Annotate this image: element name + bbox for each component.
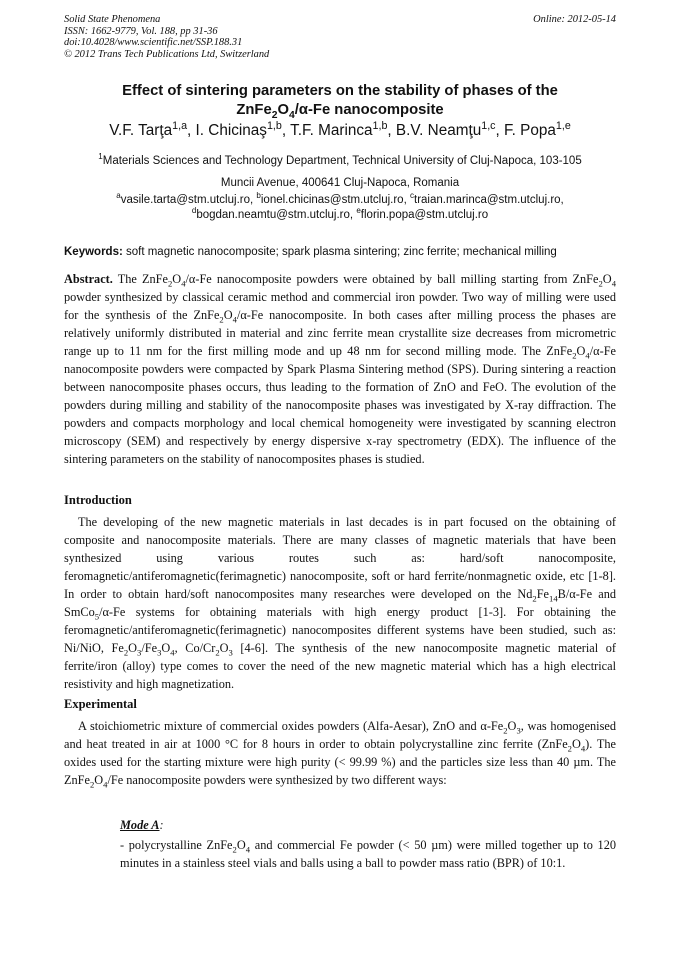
abstract: Abstract. The $ZnFe_2O_4/\alpha-Fe$ nanocomposite powders were obtained by ball milling starting from $ZnFe_2O_4$ powder synthesized by classical ceramic method and commercial iron powder. Two way of milling were used for the synthesis of the $ZnFe_2O_4/\alpha-Fe$ nanocomposite. In both cases after milling process the phases are relatively uniformly distributed in material and zinc ferrite mean crystallite size decreases from micrometric range up to 11 nm for the first milling mode and up 48 nm for second milling mode. The $ZnFe_2O_4/\alpha-Fe$ nanocomposite powders were compacted by Spark Plasma Sintering method (SPS). During sintering a reaction between nanocomposite phases occurs, thus leading to the formation of ZnO and FeO. The evolution of the powders during milling and stability of the nanocomposite phases was investigated by X-ray diffraction. The powders and compacts morphology and local chemical homogeneity were investigated by scanning electron microscopy (SEM) and respectively by energy dispersive x-ray spectrometry (EDX). The influence of the sintering parameters on the stability of nanocomposites phases is studied. [64,272,616,466]
email-link[interactable]: bogdan.neamtu@stm.utcluj.ro, [196,208,354,221]
email-link[interactable]: florin.popa@stm.utcluj.ro [360,208,489,221]
affiliation-line-2: Muncii Avenue, 400641 Cluj-Napoca, Romania [220,177,460,189]
mode-a-title: Mode A: [120,818,164,832]
abstract-label: Abstract. [64,272,113,286]
introduction-paragraph: The developing of the new magnetic materials in last decades is in part focused on the obtaining of composite and nanocomposite materials. There are many classes of magnetic materials that have been synthesized using various routes such as: hard/soft nanocomposite, feromagnetic/antiferomagnetic(ferimagnetic) nanocomposite, soft or hard ferrite/nonmagnetic oxide, etc [1-8]. In order to obtain hard/soft nanocomposites many researches were developed on the $Nd_2Fe_{14}B/\alpha-Fe$ and SmCo$_5$/α-Fe systems for obtaining materials with high energy product [1-3]. For obtaining the feromagnetic/antiferomagnetic(ferimagnetic) nanocomposites different systems have been studied, such as: Ni/NiO, $Fe_2O_3/Fe_3O_4$, $Co/Cr_2O_3$ [4-6]. The synthesis of the new nanocomposite magnetic material of ferrite/iron (alloy) type comes to cover the need of the new magnetic material which has a high electrical resistivity and high magnetization. [64,515,616,691]
paper-title [64,82,616,119]
author: T.F. Marinca$^{1,b}$ [290,119,388,139]
experimental-paragraph: A stoichiometric mixture of commercial oxides powders (Alfa-Aesar), ZnO and $\alpha-Fe_2O_3$, was homogenised and heat treated in air at 1000 °C for 8 hours in order to obtain polycrystalline zinc ferrite $(ZnFe_2O_4)$. The oxides used for the starting mixture were high purity (< 99.99 %) and the particles size less than 40 µm. The $ZnFe_2O_4/Fe$ nanocomposite powders were synthesized by two different ways: [64,719,616,790]
author: I. Chicinaş$^{1,b}$ [195,119,282,139]
emails-line-2: $^d$bogdan.neamtu@stm.utcluj.ro, $^e$florin.popa@stm.utcluj.ro [191,205,489,221]
journal-header [64,14,616,60]
introduction-heading: Introduction [64,493,132,507]
author: B.V. Neamţu$^{1,c}$ [395,119,496,139]
mode-a-paragraph: - polycrystalline $ZnFe_2O_4$ and commercial Fe powder (< 50 µm) were milled together up to 120 minutes in a stainless steel vials and balls using a ball to powder mass ratio (BPR) of 10:1. [120,838,617,870]
doi: doi:10.4028/www.scientific.net/SSP.188.31 [64,37,243,49]
author-emails [64,193,616,222]
author-list: V.F. Tarţa$^{1,a}$, I. Chicinaş$^{1,b}$, T.F. Marinca$^{1,b}$, B.V. Neamţu$^{1,c}$, F. Popa$^{1,e}$ [109,119,571,139]
copyright: © 2012 Trans Tech Publications Ltd, Switzerland [64,48,270,60]
keywords-text: soft magnetic nanocomposite; spark plasma sintering; zinc ferrite; mechanical milling [126,246,557,258]
author: V.F. Tarţa$^{1,a}$ [109,119,188,139]
email-link[interactable]: traian.marinca@stm.utcluj.ro, [414,194,564,206]
author: F. Popa$^{1,e}$ [504,119,571,139]
email-link[interactable]: vasile.tarta@stm.utcluj.ro, [120,194,254,206]
affiliation [64,150,616,194]
issn: ISSN: 1662-9779, Vol. 188, pp 31-36 [64,25,218,37]
experimental-heading: Experimental [64,697,137,711]
affiliation-line-1: $^1$Materials Sciences and Technology Department, Technical University of Cluj-Napoca, 103-105 [98,152,582,167]
title-line-1: Effect of sintering parameters on the stability of phases of the [122,83,558,99]
journal-name: Solid State Phenomena [64,14,161,25]
keywords-label: Keywords: [64,246,123,258]
email-link[interactable]: ionel.chicinas@stm.utcluj.ro, [260,194,407,206]
keywords [64,245,624,259]
emails-line-1: $^a$vasile.tarta@stm.utcluj.ro, $^b$ionel.chicinas@stm.utcluj.ro, $^c$traian.marinca@stm.utcluj.ro, [116,191,564,206]
title-line-2: $ZnFe_2O_4/\alpha-Fe$ nanocomposite [236,101,444,121]
online-date: Online: 2012-05-14 [533,14,616,25]
